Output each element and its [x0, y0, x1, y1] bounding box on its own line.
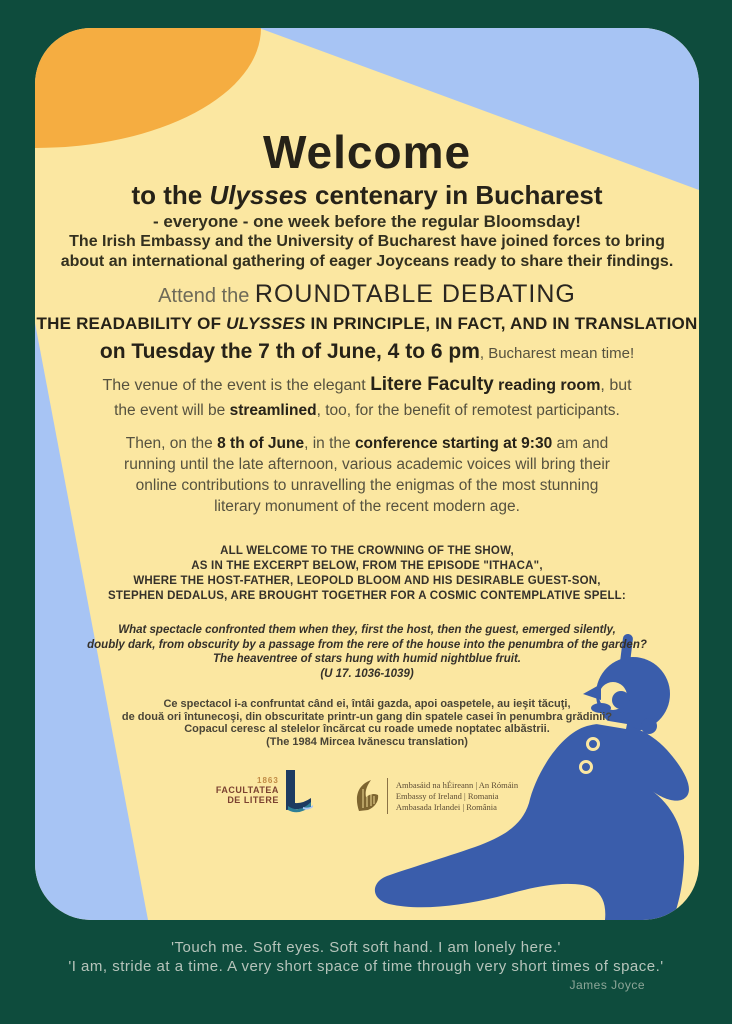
litere-L-icon [283, 770, 313, 816]
excerpt-citation: (U 17. 1036-1039) [320, 667, 414, 680]
embassy-logo-divider [387, 778, 388, 814]
announcement-block [35, 544, 699, 604]
intro-paragraph [35, 232, 699, 272]
embassy-line-english: Embassy of Ireland | Romania [395, 790, 499, 801]
venue-room: reading room [493, 377, 601, 394]
roundtable-topic [35, 314, 699, 334]
conference-line3: online contributions to unravelling the enigmas of the most stunning [135, 477, 599, 494]
excerpt-line3: The heaventree of stars hung with humid nightblue fruit. [213, 653, 521, 665]
translation-citation: (The 1984 Mircea Ivănescu translation) [266, 735, 468, 748]
venue-line1 [35, 374, 699, 396]
conf-time: conference starting at 9:30 [354, 435, 553, 452]
intro-line2: about an international gathering of eager Joyceans ready to share their findings. [60, 253, 674, 270]
announcement-line1: ALL WELCOME TO THE CROWNING OF THE SHOW, [220, 545, 514, 557]
excerpt-line2: doubly dark, from obscurity by a passage from the rere of the house into the penumbra of the garden? [87, 638, 647, 651]
conference-paragraph [35, 433, 699, 517]
conf-seg5: am and [552, 435, 609, 452]
irish-harp-icon [355, 780, 379, 812]
intro-line1: The Irish Embassy and the University of Bucharest have joined forces to bring [69, 233, 665, 250]
venue-seg1: The venue of the event is the elegant [102, 377, 371, 394]
litere-year: 1863 [257, 776, 279, 785]
datetime-bold: on Tuesday the 7 th of June, 4 to 6 pm [99, 340, 480, 363]
conference-line2: running until the late afternoon, various academic voices will bring their [124, 456, 610, 473]
topic-post: IN PRINCIPLE, IN FACT, AND IN TRANSLATION [305, 314, 698, 333]
announcement-line2: AS IN THE EXCERPT BELOW, FROM THE EPISODE "ITHACA", [191, 560, 543, 572]
conf-date: 8 th of June [217, 435, 305, 452]
quote-attribution: James Joyce [569, 978, 645, 992]
conf-seg3: , in the [304, 435, 355, 452]
event-poster [35, 28, 699, 920]
announcement-line3: WHERE THE HOST-FATHER, LEOPOLD BLOOM AND HIS DESIRABLE GUEST-SON, [133, 575, 601, 587]
tagline: - everyone - one week before the regular Bloomsday! [153, 212, 581, 231]
logos-row [35, 770, 699, 816]
embassy-logo-text [396, 780, 518, 813]
subtitle-pre: to the [131, 180, 210, 210]
topic-ulysses: ULYSSES [226, 314, 306, 333]
venue-seg4: , but [600, 377, 632, 394]
litere-name-line2: DE LITERE [227, 795, 279, 805]
venue-line2 [35, 402, 699, 420]
venue-faculty: Litere Faculty [370, 374, 494, 395]
litere-logo-text [216, 770, 279, 805]
venue2-streamlined: streamlined [229, 402, 317, 419]
quote-line2: 'I am, stride at a time. A very short space of time through very short times of space.' [68, 958, 664, 975]
topic-pre: THE READABILITY OF [36, 314, 227, 333]
conference-line1 [35, 433, 699, 454]
conf-seg1: Then, on the [125, 435, 218, 452]
attend-line [35, 280, 699, 309]
footer-quote [0, 938, 732, 976]
announcement-line4: STEPHEN DEDALUS, ARE BROUGHT TOGETHER FOR A COSMIC CONTEMPLATIVE SPELL: [108, 590, 626, 602]
embassy-line-irish: Ambasáid na hÉireann | An Rómáin [395, 779, 519, 790]
embassy-line-romanian: Ambasada Irlandei | România [395, 801, 497, 812]
quote-line1: 'Touch me. Soft eyes. Soft soft hand. I am lonely here.' [171, 939, 561, 956]
venue2-seg1: the event will be [114, 402, 230, 419]
excerpt-line1: What spectacle confronted them when they, first the host, then the guest, emerged silently, [118, 624, 616, 636]
ulysses-excerpt [35, 623, 699, 681]
roundtable-title: ROUNDTABLE DEBATING [254, 280, 576, 308]
litere-faculty-logo [216, 770, 313, 816]
translation-line1: Ce spectacol i-a confruntat când ei, întâi gazda, apoi oaspetele, au ieşit tăcuţi, [163, 698, 571, 710]
subtitle-post: centenary in Bucharest [307, 180, 603, 210]
figure-body [375, 723, 689, 920]
attend-pre: Attend the [158, 285, 255, 307]
litere-name-line1: FACULTATEA [215, 785, 279, 795]
conference-line4: literary monument of the recent modern age. [214, 498, 520, 515]
page-subtitle [35, 180, 699, 211]
subtitle-ulysses: Ulysses [209, 180, 308, 210]
embassy-of-ireland-logo [355, 770, 518, 814]
page-title: Welcome [262, 126, 472, 178]
translation-line3: Copacul ceresc al stelelor încărcat cu roade umede noptatec albăstrii. [184, 723, 550, 735]
venue2-seg3: , too, for the benefit of remotest participants. [316, 402, 620, 419]
datetime-tail: , Bucharest mean time! [479, 345, 635, 362]
romanian-translation [35, 698, 699, 748]
roundtable-datetime [35, 340, 699, 364]
translation-line2: de două ori întunecoşi, din obscuritate printr-un gang din spatele casei în penumbra grădinii? [121, 710, 613, 723]
